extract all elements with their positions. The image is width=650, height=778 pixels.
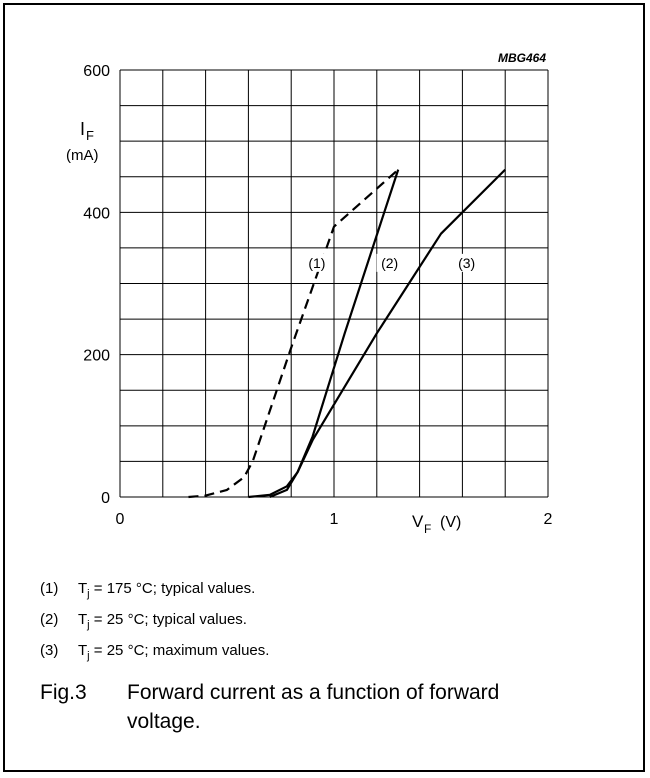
- x-tick-label: 1: [329, 511, 339, 528]
- x-tick-label: 0: [115, 511, 125, 528]
- y-axis-label-subscript: F: [86, 128, 94, 143]
- y-tick-label: 400: [83, 205, 110, 223]
- note-3: [40, 638, 269, 669]
- y-tick-label: 200: [83, 347, 110, 365]
- note-text: $T_j = 175$ °C; typical values.: [78, 580, 256, 600]
- y-axis-unit: (mA): [66, 147, 99, 164]
- x-tick-label: 2: [543, 511, 553, 528]
- note-number: (2): [40, 611, 59, 628]
- figure-number: Fig.3: [40, 681, 87, 704]
- legend-notes: [40, 576, 269, 669]
- y-tick-label: 0: [101, 490, 110, 507]
- note-number: (3): [40, 642, 59, 659]
- caption-text: Forward current as a function of forward voltage.: [127, 681, 500, 733]
- figure-caption: [40, 678, 567, 736]
- series-label-1: (1): [308, 254, 326, 271]
- y-axis-label: I: [80, 119, 86, 139]
- note-1: [40, 576, 269, 607]
- series-label-3: (3): [458, 254, 476, 271]
- y-tick-label: 600: [83, 63, 110, 80]
- note-text: $T_j = 25$ °C; typical values.: [78, 611, 247, 631]
- x-axis-unit: (V): [440, 514, 462, 531]
- x-axis-label: V: [412, 512, 424, 531]
- series-line-3: [270, 170, 505, 497]
- chart-code: MBG464: [497, 51, 546, 65]
- x-axis-label-subscript: F: [424, 522, 432, 536]
- note-number: (1): [40, 580, 59, 597]
- series-label-2: (2): [381, 254, 399, 271]
- note-2: [40, 607, 269, 638]
- series-line-1: [189, 170, 399, 497]
- note-text: $T_j = 25$ °C; maximum values.: [78, 642, 270, 662]
